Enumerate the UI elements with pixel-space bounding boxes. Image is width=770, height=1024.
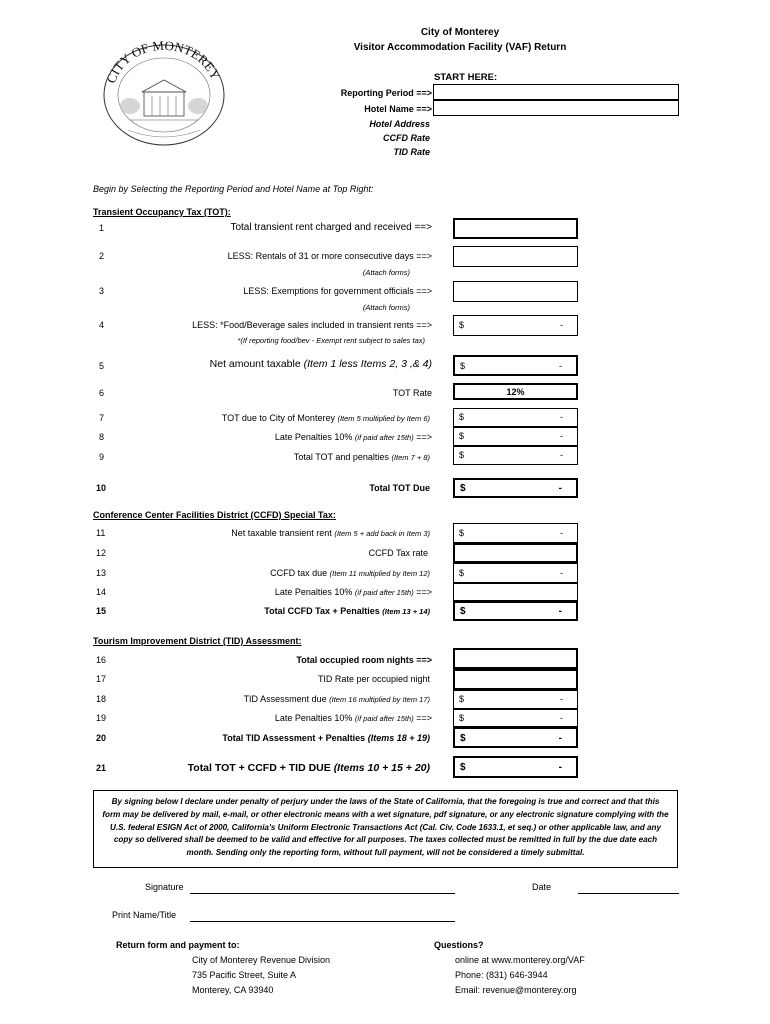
row-label: LESS: Rentals of 31 or more consecutive days ==>: [227, 251, 432, 261]
date-line[interactable]: [578, 893, 679, 894]
row-label-ref: (Item 16 multiplied by Item 17): [329, 695, 430, 704]
tot-item4-field: [453, 315, 578, 336]
row-number: 14: [96, 587, 107, 597]
currency-symbol: $: [459, 320, 465, 330]
currency-symbol: $: [460, 361, 466, 371]
row-number: 1: [99, 223, 105, 233]
cell-value: -: [560, 450, 563, 460]
currency-symbol: $: [460, 606, 466, 617]
row-label-ref: (Item 5 multiplied by Item 6): [337, 414, 430, 423]
currency-symbol: $: [460, 733, 466, 744]
row-label: [150, 452, 430, 462]
currency-symbol: $: [459, 713, 465, 723]
row-label: TID Rate per occupied night: [317, 674, 430, 684]
row-label-text: Net taxable transient rent: [231, 528, 332, 538]
row-label-ref: (Item 11 multiplied by Item 12): [329, 569, 430, 578]
room-nights-input[interactable]: [453, 648, 578, 669]
cell-value: -: [560, 320, 563, 330]
tid-rate-field: [453, 669, 578, 690]
ccfd-item13-field: [453, 563, 578, 583]
row-label: [150, 733, 430, 743]
currency-symbol: $: [460, 762, 466, 773]
row-label: CCFD Tax rate: [368, 548, 428, 558]
row-number: 7: [99, 413, 105, 423]
return-address-line: 735 Pacific Street, Suite A: [192, 970, 297, 980]
form-title: Visitor Accommodation Facility (VAF) Return: [353, 42, 567, 53]
ccfd-section-heading: Conference Center Facilities District (CCFD) Special Tax:: [93, 510, 336, 520]
cell-value: -: [558, 733, 562, 744]
row-label: LESS: Exemptions for government officials ==>: [243, 286, 432, 296]
late-penalty-field: [453, 427, 578, 446]
row-number: 5: [99, 361, 105, 371]
return-heading: Return form and payment to:: [116, 940, 240, 950]
row-number: 9: [99, 452, 105, 462]
row-label-ref: (if paid after 15th): [354, 714, 414, 723]
grand-total-field: [453, 756, 578, 778]
row-label-text: CCFD tax due: [270, 568, 328, 578]
row-label-text: Late Penalties 10%: [274, 713, 353, 723]
contact-line: Phone: (831) 646-3944: [455, 970, 548, 980]
tot-section-heading: Transient Occupancy Tax (TOT):: [93, 207, 231, 217]
reporting-period-label: Reporting Period ==>: [340, 88, 432, 98]
contact-line: online at www.monterey.org/VAF: [455, 955, 585, 965]
reporting-period-input[interactable]: [433, 84, 679, 100]
contact-line: Email: revenue@monterey.org: [455, 985, 577, 995]
row-label: [120, 358, 432, 370]
row-number: 21: [96, 763, 107, 773]
hotel-name-label: Hotel Name ==>: [364, 104, 432, 114]
row-label: LESS: *Food/Beverage sales included in transient rents ==>: [192, 320, 432, 330]
row-label: [150, 568, 430, 578]
return-address-line: City of Monterey Revenue Division: [192, 955, 331, 965]
signature-label: Signature: [145, 882, 184, 892]
cell-value: -: [560, 431, 563, 441]
row-label-text: Total CCFD Tax + Penalties: [264, 606, 380, 616]
ccfd-late-penalty-input[interactable]: [453, 583, 578, 601]
row-label: [150, 694, 430, 704]
row-label-text: TOT due to City of Monterey: [221, 413, 335, 423]
cell-value: -: [558, 762, 562, 773]
intro-instruction: Begin by Selecting the Reporting Period and Hotel Name at Top Right:: [93, 184, 374, 194]
perjury-declaration: By signing below I declare under penalty of perjury under the laws of the State of California, that the foregoing is true and correct and that this form may be delivered by mail, e-mail, or other electronic means with a wet signature, pdf signature, or any electronic signature complying with the U.S. federal ESIGN Act of 2000, California's Uniform Electronic Transactions Act (Cal. Civ. Code 1633.1, et seq.) or other applicable law, and any copy so delivered shall be deemed to be valid and effective for all purposes. The taxes collected must be remitted in full by the due date each month. Sending only the reporting form, without full payment, will not be considered a timely submittal.: [93, 790, 678, 868]
row-number: 12: [96, 548, 107, 558]
row-label-ref: (if paid after 15th): [354, 588, 414, 597]
tot-rate-field: [453, 383, 578, 400]
currency-symbol: $: [459, 568, 465, 578]
row-label-text: Total TOT and penalties: [293, 452, 389, 462]
ccfd-item11-field: [453, 523, 578, 543]
attach-forms-note: (Attach forms): [362, 303, 410, 312]
hotel-name-input[interactable]: [433, 100, 679, 116]
svg-text:CITY OF MONTEREY: CITY OF MONTEREY: [103, 40, 224, 86]
row-label-ref: (Item 7 + 8): [391, 453, 430, 462]
row-number: 8: [99, 432, 105, 442]
print-name-label: Print Name/Title: [112, 910, 177, 920]
currency-symbol: $: [459, 450, 465, 460]
print-name-line[interactable]: [190, 921, 455, 922]
tid-rate-label: TID Rate: [393, 147, 430, 157]
date-label: Date: [532, 882, 552, 892]
row-label: [150, 528, 430, 538]
row-label-text: TID Assessment due: [243, 694, 327, 704]
cell-value: -: [560, 694, 563, 704]
currency-symbol: $: [459, 528, 465, 538]
cell-value: -: [560, 568, 563, 578]
row-number: 20: [96, 733, 107, 743]
row-number: 13: [96, 568, 107, 578]
tid-item18-field: [453, 690, 578, 709]
row-label-ref: (Items 10 + 15 + 20): [333, 762, 430, 774]
food-bev-note: *(If reporting food/bev - Exempt rent subject to sales tax): [237, 336, 425, 345]
row-number: 6: [99, 388, 105, 398]
total-tot-due-field: [453, 478, 578, 498]
tot-item2-input[interactable]: [453, 246, 578, 267]
tid-section-heading: Tourism Improvement District (TID) Assessment:: [93, 636, 302, 646]
row-label-ref: (if paid after 15th): [354, 433, 414, 442]
row-label-text: Total TID Assessment + Penalties: [222, 733, 366, 743]
start-here-label: START HERE:: [434, 72, 498, 83]
row-label: Total occupied room nights ==>: [296, 655, 432, 665]
attach-forms-note: (Attach forms): [362, 268, 410, 277]
row-label-arrow: ==>: [416, 713, 432, 723]
cell-value: -: [558, 483, 562, 494]
city-seal-logo: [100, 40, 228, 150]
row-label: [150, 606, 430, 616]
currency-symbol: $: [459, 694, 465, 704]
row-number: 15: [96, 606, 107, 616]
row-label-ref: (Item 1 less Items 2, 3 ,& 4): [303, 358, 432, 370]
cell-value: -: [558, 606, 562, 617]
row-label-arrow: ==>: [416, 587, 432, 597]
tot-item9-field: [453, 446, 578, 465]
row-label: [150, 713, 432, 723]
signature-line[interactable]: [190, 893, 455, 894]
total-ccfd-field: [453, 601, 578, 621]
row-label: [150, 432, 432, 442]
cell-value: -: [560, 412, 563, 422]
row-label-arrow: ==>: [416, 432, 432, 442]
row-label: Total TOT Due: [369, 483, 430, 493]
row-label: [150, 587, 432, 597]
row-label: TOT Rate: [392, 388, 432, 398]
row-label-text: Late Penalties 10%: [274, 587, 353, 597]
row-number: 3: [99, 286, 105, 296]
tot-item3-input[interactable]: [453, 281, 578, 302]
currency-symbol: $: [459, 431, 465, 441]
return-address-line: Monterey, CA 93940: [192, 985, 274, 995]
cell-value: 12%: [506, 387, 525, 397]
row-number: 2: [99, 251, 105, 261]
currency-symbol: $: [459, 412, 465, 422]
row-number: 11: [96, 528, 106, 538]
row-label-text: Total TOT + CCFD + TID DUE: [187, 762, 331, 774]
row-number: 16: [96, 655, 107, 665]
row-label-text: Late Penalties 10%: [274, 432, 353, 442]
row-number: 10: [96, 483, 107, 493]
cell-value: -: [560, 713, 563, 723]
row-number: 18: [96, 694, 107, 704]
questions-heading: Questions?: [434, 940, 484, 950]
total-tid-field: [453, 727, 578, 748]
row-number: 4: [99, 320, 105, 330]
currency-symbol: $: [460, 483, 466, 494]
ccfd-rate-label: CCFD Rate: [382, 133, 430, 143]
row-label-text: Net amount taxable: [209, 358, 301, 370]
cell-value: -: [560, 528, 563, 538]
ccfd-rate-field: [453, 543, 578, 563]
row-label-ref: (Items 18 + 19): [367, 733, 430, 743]
tot-item1-input[interactable]: [453, 218, 578, 239]
row-label-ref: (Item 13 + 14): [382, 607, 430, 616]
cell-value: -: [559, 361, 562, 371]
tid-late-penalty-field: [453, 709, 578, 727]
row-label: [150, 762, 430, 774]
city-title: City of Monterey: [420, 27, 500, 38]
row-number: 19: [96, 713, 107, 723]
row-number: 17: [96, 674, 107, 684]
hotel-address-label: Hotel Address: [369, 119, 430, 129]
row-label: [150, 413, 430, 423]
row-label: Total transient rent charged and received ==>: [230, 222, 432, 233]
tot-item5-field: [453, 355, 578, 376]
row-label-ref: (Item 5 + add back in Item 3): [334, 529, 430, 538]
tot-item7-field: [453, 408, 578, 427]
